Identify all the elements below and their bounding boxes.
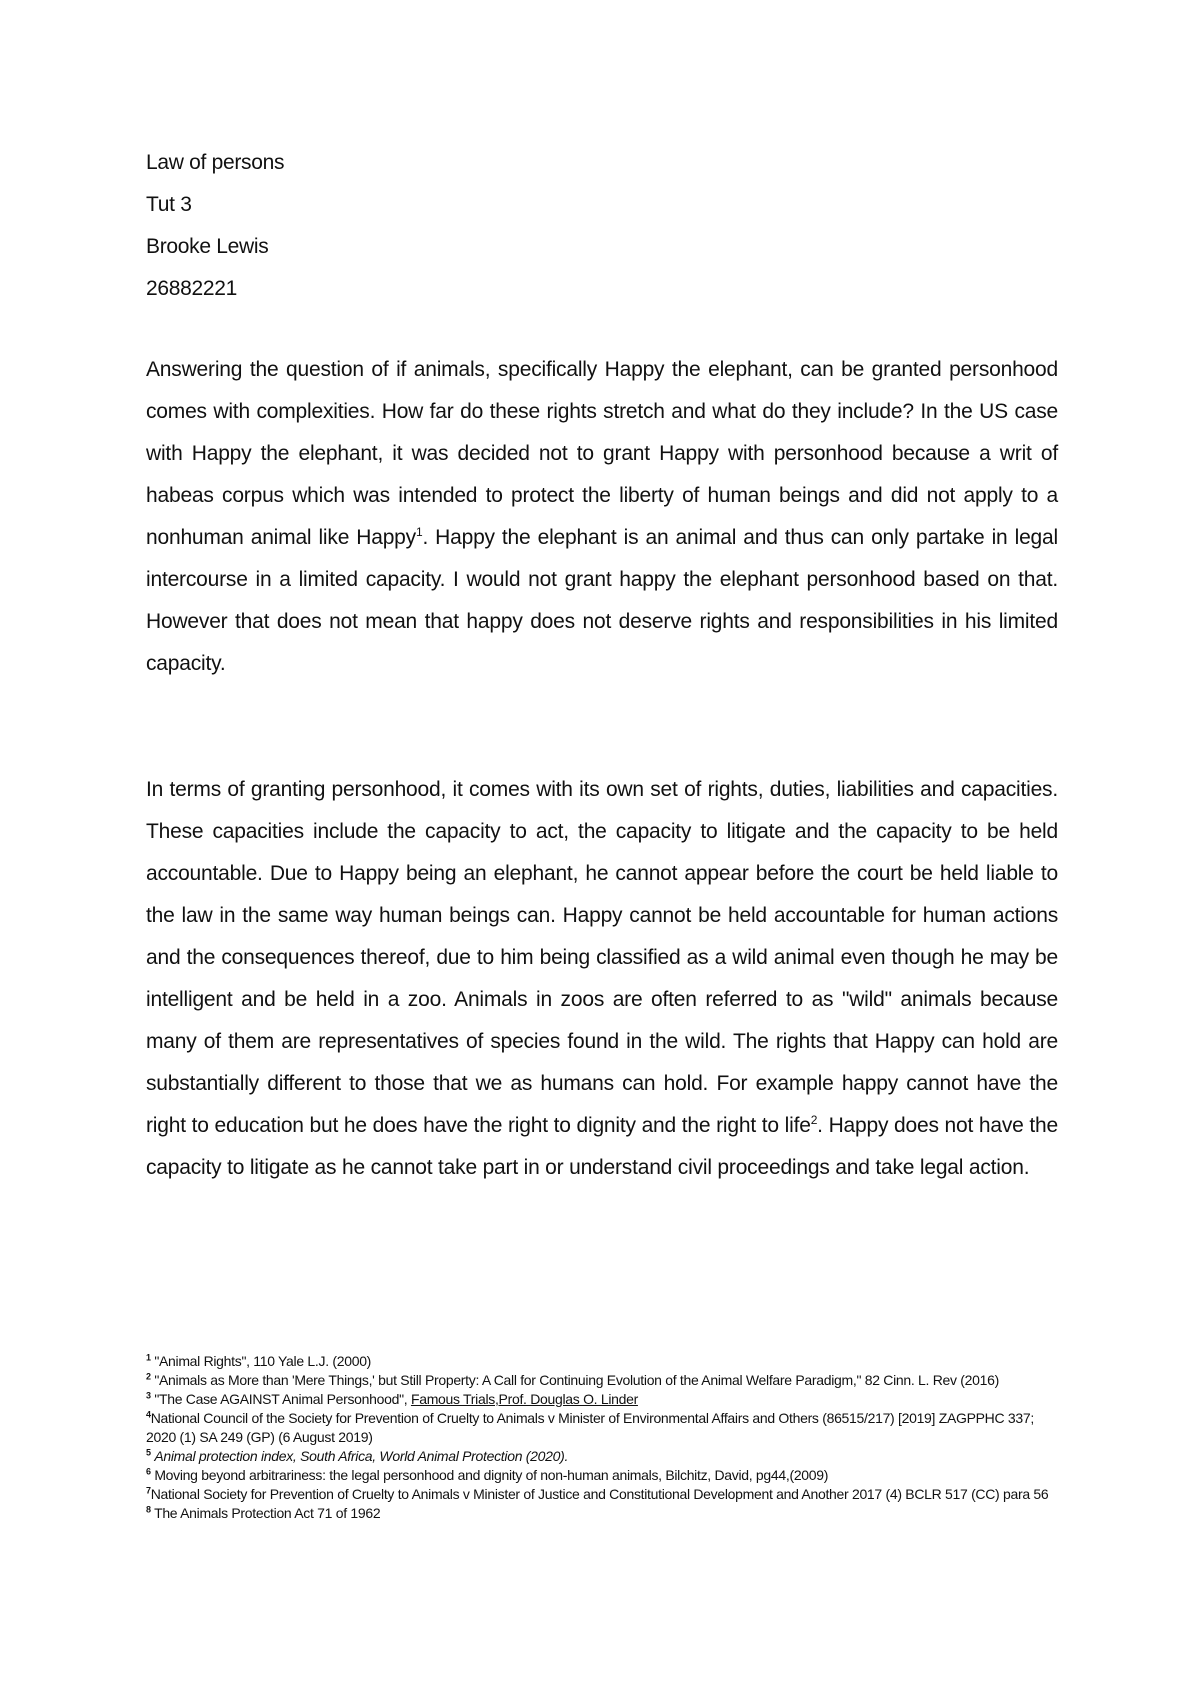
paragraph-text: Answering the question of if animals, specifically Happy the elephant, can be granted personhood comes with complexities. How far do these rights stretch and what do they include? In the US case with Happy the elephant, it was decided not to grant Happy with personhood because a writ of habeas corpus which was intended to protect the liberty of human beings and did not apply to a nonhuman animal like Happy — [146, 358, 1058, 549]
student-name: Brooke Lewis — [146, 235, 269, 258]
footnote-mark: 3 — [146, 1390, 151, 1401]
footnote — [146, 1466, 1058, 1485]
paragraph-text: . Happy the elephant is an animal and thus can only partake in legal intercourse in a limited capacity. I would not grant happy the elephant personhood based on that. However that does not mean that happy does not deserve rights and responsibilities in his limited capacity. — [146, 526, 1058, 675]
body-paragraph-1 — [146, 349, 1058, 685]
footnote-link[interactable]: Famous Trials,Prof. Douglas O. Linder — [410, 1391, 638, 1407]
footnote — [146, 1485, 1058, 1504]
footnote-text: Animal protection index, South Africa, World Animal Protection (2020). — [154, 1448, 569, 1464]
footnote-reference[interactable]: 1 — [415, 525, 423, 539]
footnote-mark: 4 — [146, 1409, 151, 1420]
footnote-mark: 2 — [146, 1371, 151, 1382]
footnote-mark: 7 — [146, 1485, 151, 1496]
footnote-text: "Animals as More than 'Mere Things,' but Still Property: A Call for Continuing Evolution of the Animal Welfare Paradigm," 82 Cinn. L. Rev (2016) — [154, 1372, 999, 1388]
footnote — [146, 1447, 1058, 1466]
footnote — [146, 1371, 1058, 1390]
footnote-text: "Animal Rights", 110 Yale L.J. (2000) — [154, 1353, 372, 1369]
tutorial-number: Tut 3 — [146, 193, 192, 216]
paragraph-text: In terms of granting personhood, it comes with its own set of rights, duties, liabilities and capacities. These capacities include the capacity to act, the capacity to litigate and the capacity to be held accountable. Due to Happy being an elephant, he cannot appear before the court be held liable to the law in the same way human beings can. Happy cannot be held accountable for human actions and the consequences thereof, due to him being classified as a wild animal even though he may be intelligent and be held in a zoo. Animals in zoos are often referred to as "wild" animals because many of them are representatives of species found in the wild. The rights that Happy can hold are substantially different to those that we as humans can hold. For example happy cannot have the right to education but he does have the right to dignity and the right to life — [146, 778, 1058, 1137]
footnote-mark: 8 — [146, 1504, 151, 1515]
footnote-text: "The Case AGAINST Animal Personhood", — [154, 1391, 411, 1407]
footnote — [146, 1504, 1058, 1523]
document-header — [146, 142, 284, 310]
footnote — [146, 1390, 1058, 1409]
footnote — [146, 1352, 1058, 1371]
student-number: 26882221 — [146, 277, 238, 300]
body-paragraph-2 — [146, 769, 1058, 1189]
footnote-text: National Society for Prevention of Cruelty to Animals v Minister of Justice and Constitutional Development and Another 2017 (4) BCLR 517 (CC) para 56 — [150, 1486, 1049, 1502]
paragraph-text: . Happy does not have the capacity to litigate as he cannot take part in or understand civil proceedings and take legal action. — [146, 1114, 1059, 1179]
footnote-reference[interactable]: 2 — [810, 1113, 818, 1127]
footnote — [146, 1409, 1058, 1447]
footnote-mark: 1 — [146, 1352, 151, 1363]
footnote-mark: 6 — [146, 1466, 151, 1477]
footnotes — [146, 1352, 1058, 1523]
course-title: Law of persons — [146, 151, 285, 174]
footnote-text: The Animals Protection Act 71 of 1962 — [154, 1505, 381, 1521]
footnote-text: Moving beyond arbitrariness: the legal personhood and dignity of non-human animals, Bilchitz, David, pg44,(2009) — [154, 1467, 829, 1483]
footnote-text: National Council of the Society for Prevention of Cruelty to Animals v Minister of Environmental Affairs and Others (86515/217) [2019] ZAGPPHC 337; 2020 (1) SA 249 (GP) (6 August 2019) — [146, 1410, 1034, 1445]
footnote-mark: 5 — [146, 1447, 151, 1458]
